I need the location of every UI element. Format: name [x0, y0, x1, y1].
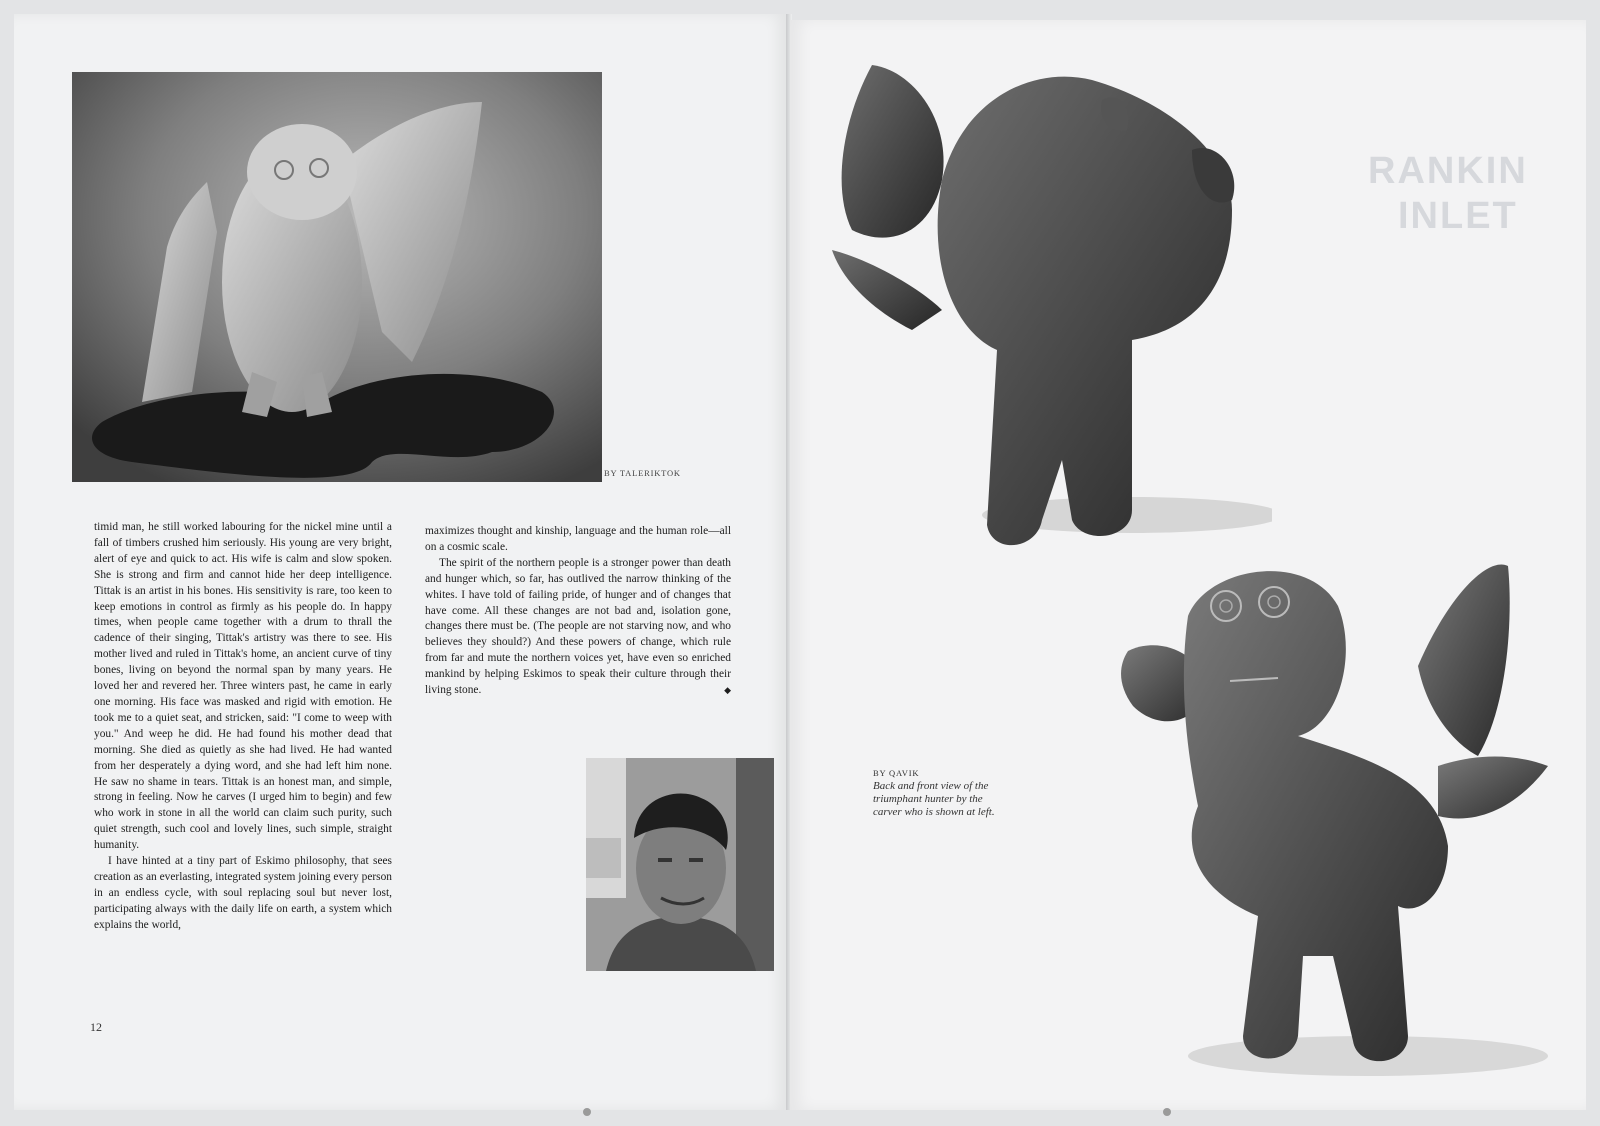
show-through-text-2: INLET [1398, 195, 1518, 237]
paragraph-text: The spirit of the northern people is a stronger power than death and hunger which, so far, has outlived the narrow thinking of the whites. I have told of failing pride, of hunger and of changes that have come. All these changes are not bad and, isolation gone, changes there must be. (The people are not starving now, and who believes they should?) And these powers of change, which rule from far and mute the northern voices yet, have even so enriched mankind by helping Eskimos to speak their culture through their living stone. [425, 556, 731, 697]
paragraph [425, 556, 731, 699]
staple-right [1163, 1108, 1171, 1116]
text-column-1 [94, 520, 392, 934]
show-through-text-1: RANKIN [1368, 150, 1528, 192]
sculpture-caption [873, 768, 1013, 819]
paragraph: timid man, he still worked labouring for the nickel mine until a fall of timbers crushed him seriously. His young are very bright, alert of eye and quick to act. His wife is calm and slow spoken. She is strong and firm and cannot hide her deep intelligence. Tittak is an artist in his bones. His sensitivity is rare, too keen to keep emotions in control as firmly as his people do. In happy times, when people came together with a drum to thrall the cadence of their singing, Tittak's artistry was there to see. His mother lived and ruled in Tittak's home, an ancient curve of tiny bones, living on beyond the normal span by many years. He loved her and revered her. Three winters past, he came in early one morning. His face was masked and rigid with emotion. He took me to a quiet seat, and stricken, said: "I come to weep with you." And weep he did. He had found his mother dead that morning. She died as quietly as she had lived. He had wanted from her desperately a dying word, and she had left him none. He saw no shame in tears. Tittak is an honest man, and simple, strong in feeling. Now he carves (I urged him to begin) and few who work in stone in all the world can claim such purity, such quiet strength, such cool and lovely lines, such simple, straight humanity. [94, 521, 392, 852]
hunter-sculpture-back-photo [832, 60, 1272, 580]
staple-left [583, 1108, 591, 1116]
page-number: 12 [90, 1020, 102, 1034]
end-mark: ◆ [724, 685, 731, 696]
owl-sculpture-photo [72, 72, 602, 482]
paragraph: I have hinted at a tiny part of Eskimo philosophy, that sees creation as an everlasting, integrated system joining every person in an endless cycle, with soul replacing soul but never lost, participating always with the daily life on earth, a system which explains the world, [94, 855, 392, 931]
sculpture-description: Back and front view of the triumphant hunter by the carver who is shown at left. [873, 780, 995, 818]
paragraph: maximizes thought and kinship, language and the human role—all on a cosmic scale. [425, 525, 731, 553]
hunter-sculpture-front-photo [1118, 556, 1568, 1092]
owl-photo-caption: BY TALERIKTOK [604, 468, 681, 478]
carver-portrait-photo [586, 758, 774, 971]
sculpture-credit: BY QAVIK [873, 768, 920, 778]
text-column-2 [425, 524, 731, 699]
